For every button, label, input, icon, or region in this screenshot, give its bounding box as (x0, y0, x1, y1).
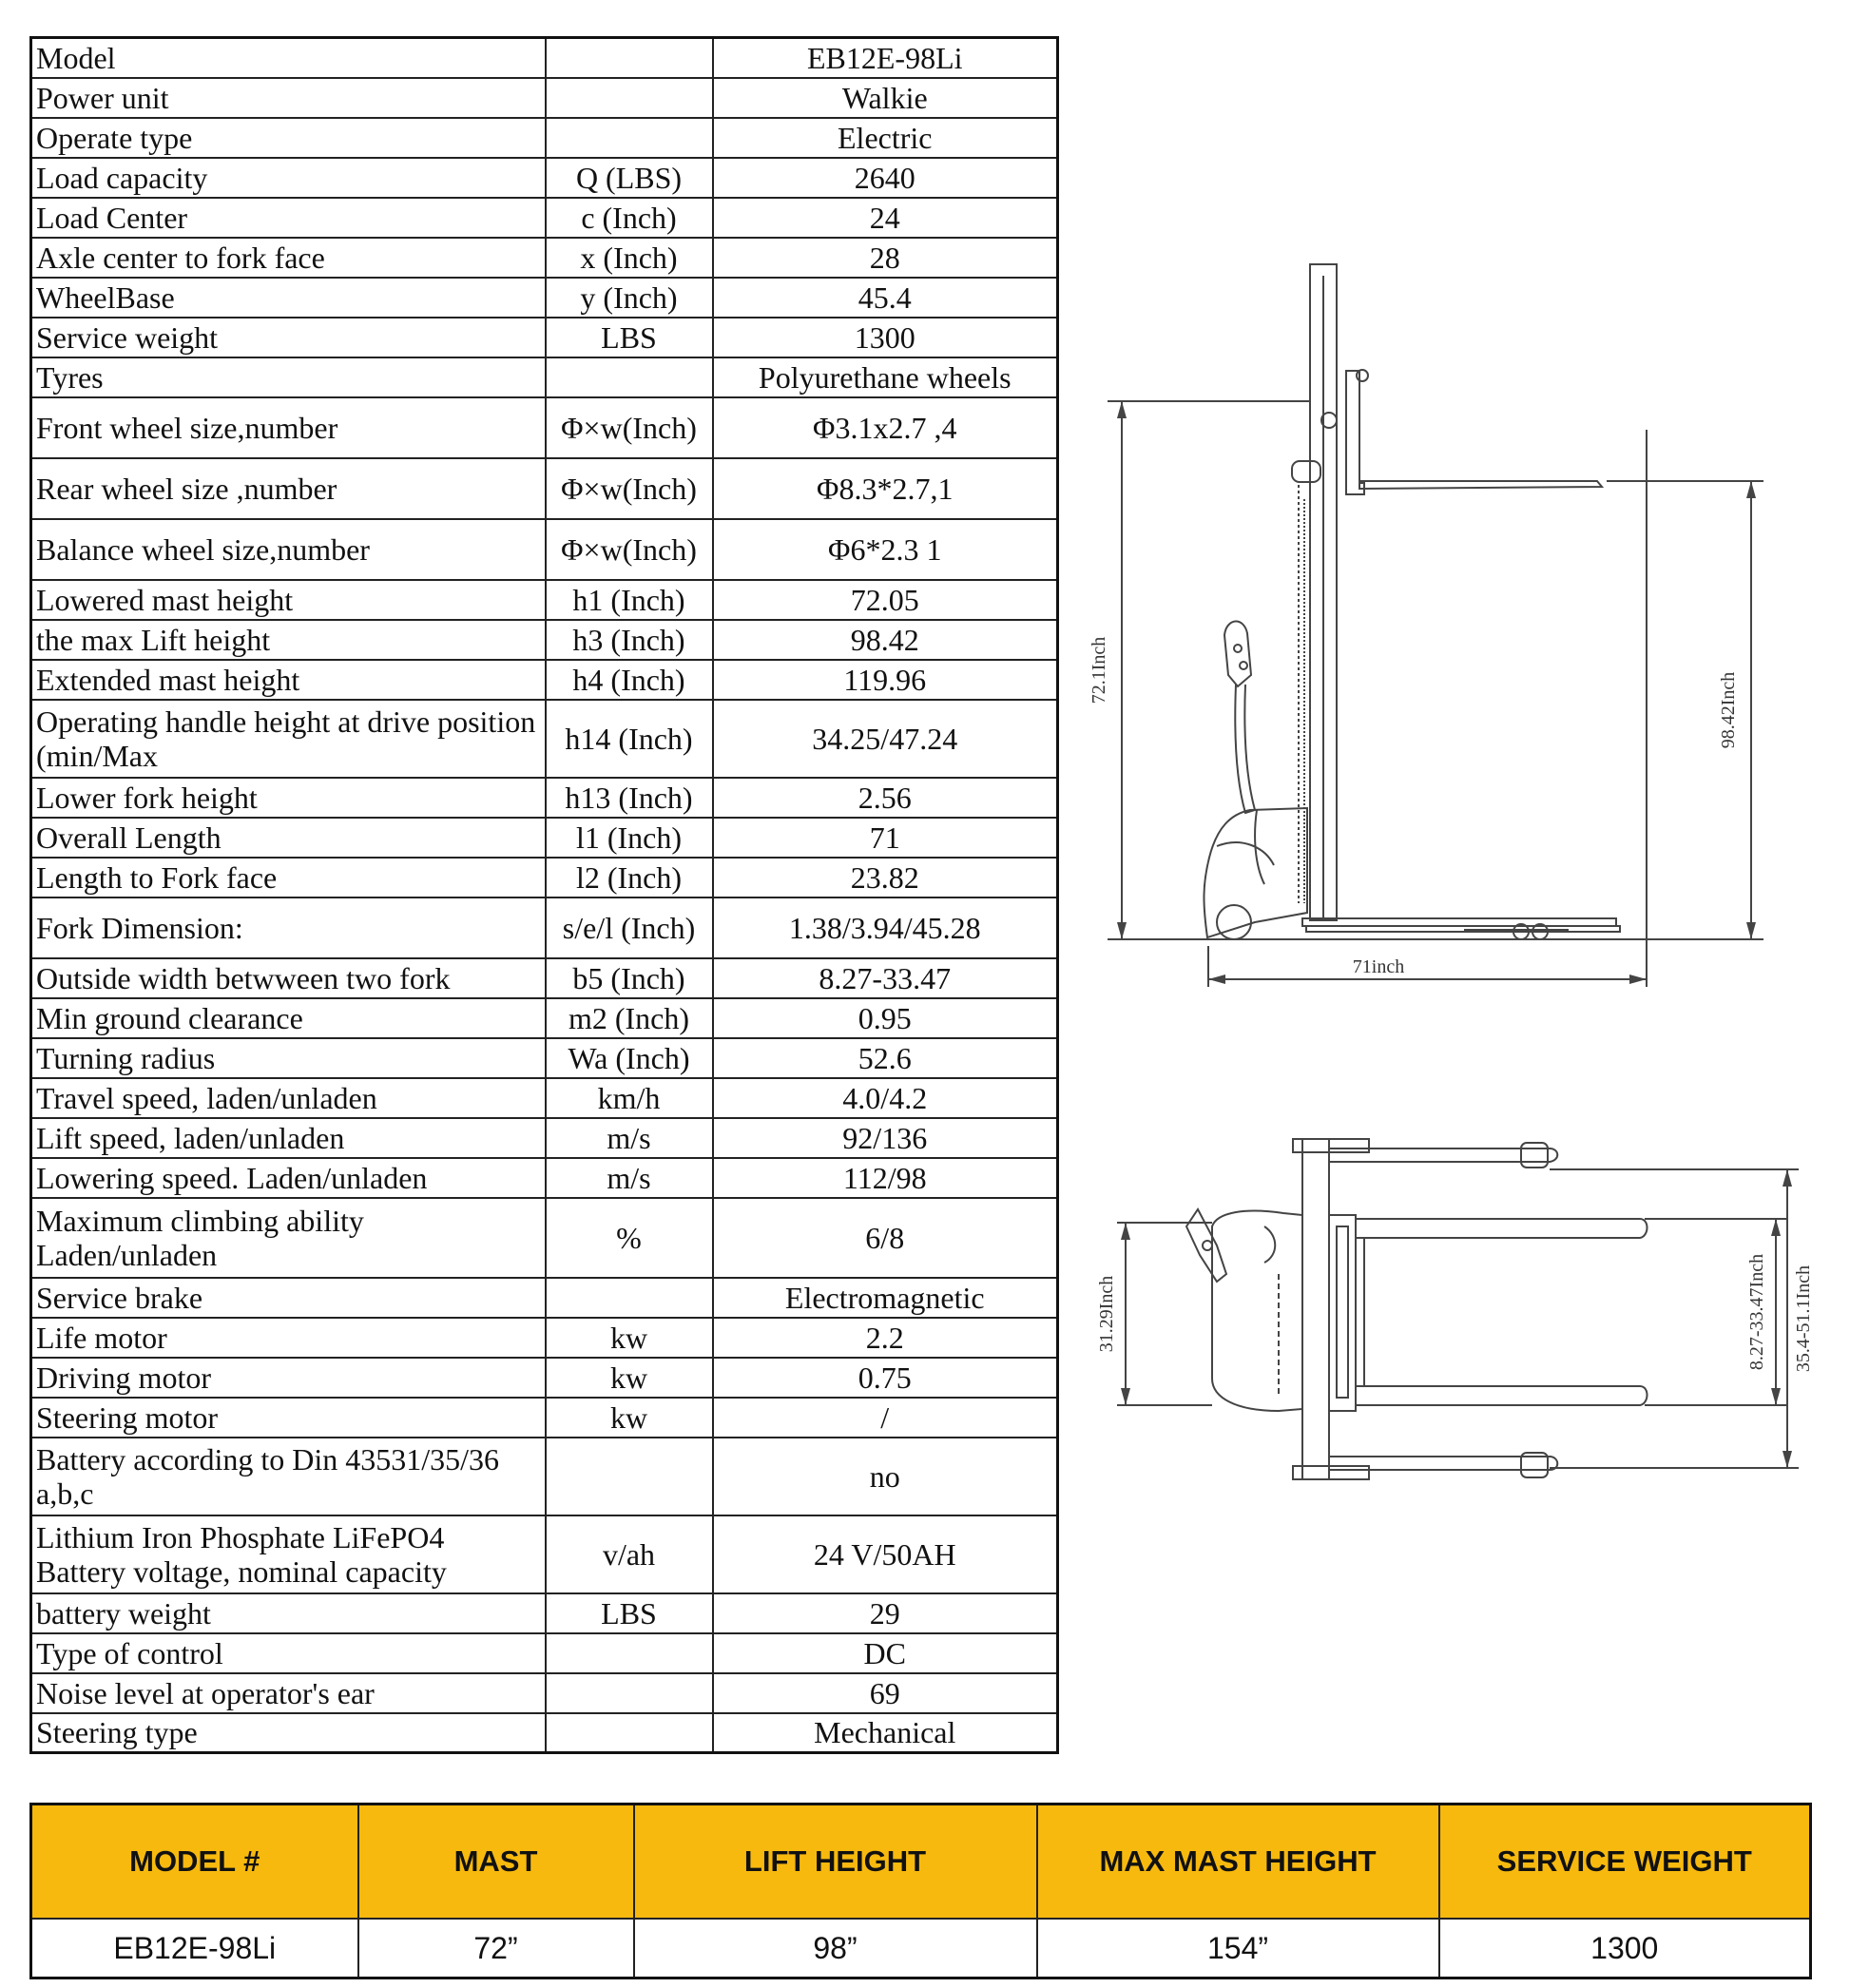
summary-header-max-mast-height: MAX MAST HEIGHT (1037, 1805, 1439, 1920)
power-unit-top (1212, 1211, 1302, 1411)
side-length-dimension: 71inch (1352, 956, 1405, 977)
spec-label: Fork Dimension: (31, 897, 546, 958)
spec-label: Front wheel size,number (31, 397, 546, 458)
top-overall-width-dimension: 35.4-51.1Inch (1793, 1264, 1814, 1373)
top-width-dimension: 31.29Inch (1096, 1275, 1117, 1353)
spec-row (31, 38, 1058, 78)
spec-unit (546, 1278, 713, 1318)
spec-value: Electric (713, 118, 1058, 158)
spec-row (31, 858, 1058, 897)
spec-label: Min ground clearance (31, 998, 546, 1038)
spec-label: Power unit (31, 78, 546, 118)
spec-unit: h4 (Inch) (546, 660, 713, 700)
spec-table (29, 36, 1059, 1754)
spec-unit (546, 118, 713, 158)
spec-unit: kw (546, 1398, 713, 1438)
spec-row (31, 897, 1058, 958)
spec-unit (546, 1438, 713, 1515)
spec-value: 71 (713, 818, 1058, 858)
spec-label: Balance wheel size,number (31, 519, 546, 580)
tiller-top (1186, 1209, 1226, 1282)
spec-value: 24 V/50AH (713, 1515, 1058, 1593)
spec-value: Polyurethane wheels (713, 357, 1058, 397)
side-view (1108, 264, 1763, 987)
summary-model: EB12E-98Li (31, 1919, 358, 1978)
spec-row (31, 1713, 1058, 1753)
spec-unit (546, 1633, 713, 1673)
spec-row (31, 118, 1058, 158)
spec-unit: % (546, 1198, 713, 1278)
summary-mast: 72” (358, 1919, 634, 1978)
spec-value: 23.82 (713, 858, 1058, 897)
spec-row (31, 357, 1058, 397)
spec-unit: Φ×w(Inch) (546, 397, 713, 458)
spec-row (31, 238, 1058, 278)
spec-value: 28 (713, 238, 1058, 278)
summary-max-mast-height: 154” (1037, 1919, 1439, 1978)
spec-value: Φ3.1x2.7 ,4 (713, 397, 1058, 458)
spec-unit: h14 (Inch) (546, 700, 713, 778)
spec-row (31, 700, 1058, 778)
spec-label: Lowering speed. Laden/unladen (31, 1158, 546, 1198)
summary-header-row (31, 1805, 1811, 1920)
spec-row (31, 278, 1058, 318)
spec-label: Noise level at operator's ear (31, 1673, 546, 1713)
drive-wheel (1217, 905, 1251, 939)
spec-unit: LBS (546, 1593, 713, 1633)
side-lift-dimension: 98.42Inch (1718, 671, 1739, 749)
spec-value: 119.96 (713, 660, 1058, 700)
spec-unit: m2 (Inch) (546, 998, 713, 1038)
spec-row (31, 1198, 1058, 1278)
spec-row (31, 1673, 1058, 1713)
spec-row (31, 1438, 1058, 1515)
spec-row (31, 1118, 1058, 1158)
fork-top (1356, 1219, 1648, 1238)
spec-label: Load capacity (31, 158, 546, 198)
spec-value: Φ8.3*2.7,1 (713, 458, 1058, 519)
spec-label: Travel speed, laden/unladen (31, 1078, 546, 1118)
spec-unit: kw (546, 1358, 713, 1398)
spec-value: / (713, 1398, 1058, 1438)
spec-label: Operate type (31, 118, 546, 158)
spec-unit: m/s (546, 1118, 713, 1158)
spec-label: Overall Length (31, 818, 546, 858)
spec-value: 1300 (713, 318, 1058, 357)
spec-value: no (713, 1438, 1058, 1515)
spec-value: 52.6 (713, 1038, 1058, 1078)
spec-label: Maximum climbing ability Laden/unladen (31, 1198, 546, 1278)
spec-value: 8.27-33.47 (713, 958, 1058, 998)
spec-value: 6/8 (713, 1198, 1058, 1278)
spec-label: Lift speed, laden/unladen (31, 1118, 546, 1158)
summary-header-service-weight: SERVICE WEIGHT (1439, 1805, 1811, 1920)
spec-row (31, 1278, 1058, 1318)
spec-value: 69 (713, 1673, 1058, 1713)
spec-value: Mechanical (713, 1713, 1058, 1753)
spec-table-body (31, 38, 1058, 1753)
stacker-technical-drawing (1074, 219, 1835, 1531)
spec-label: Life motor (31, 1318, 546, 1358)
spec-label: WheelBase (31, 278, 546, 318)
spec-value: 0.75 (713, 1358, 1058, 1398)
spec-label: the max Lift height (31, 620, 546, 660)
spec-value: 2.2 (713, 1318, 1058, 1358)
fork-bottom (1356, 1386, 1648, 1405)
spec-label: Service brake (31, 1278, 546, 1318)
spec-unit (546, 1673, 713, 1713)
spec-row (31, 580, 1058, 620)
spec-label: Tyres (31, 357, 546, 397)
spec-value: 24 (713, 198, 1058, 238)
spec-value: 72.05 (713, 580, 1058, 620)
spec-label: Type of control (31, 1633, 546, 1673)
spec-label: Battery according to Din 43531/35/36 a,b,c (31, 1438, 546, 1515)
spec-label: Length to Fork face (31, 858, 546, 897)
spec-row (31, 519, 1058, 580)
spec-label: Rear wheel size ,number (31, 458, 546, 519)
spec-value: 34.25/47.24 (713, 700, 1058, 778)
spec-value: 2.56 (713, 778, 1058, 818)
top-view (1117, 1139, 1799, 1479)
spec-unit: h13 (Inch) (546, 778, 713, 818)
leg-bottom (1329, 1457, 1557, 1470)
spec-value: 45.4 (713, 278, 1058, 318)
spec-unit (546, 38, 713, 78)
spec-unit: Q (LBS) (546, 158, 713, 198)
spec-value: 112/98 (713, 1158, 1058, 1198)
spec-unit: v/ah (546, 1515, 713, 1593)
spec-unit: y (Inch) (546, 278, 713, 318)
fork (1359, 481, 1602, 489)
spec-unit: x (Inch) (546, 238, 713, 278)
spec-unit (546, 1713, 713, 1753)
spec-unit (546, 357, 713, 397)
spec-unit: c (Inch) (546, 198, 713, 238)
spec-row (31, 620, 1058, 660)
summary-table (29, 1803, 1812, 1979)
spec-value: Walkie (713, 78, 1058, 118)
spec-label: Service weight (31, 318, 546, 357)
spec-row (31, 318, 1058, 357)
spec-value: 29 (713, 1593, 1058, 1633)
spec-row (31, 958, 1058, 998)
spec-value: 92/136 (713, 1118, 1058, 1158)
leg-top (1329, 1148, 1557, 1162)
spec-value: Electromagnetic (713, 1278, 1058, 1318)
summary-header-model: MODEL # (31, 1805, 358, 1920)
spec-row (31, 78, 1058, 118)
spec-unit (546, 78, 713, 118)
summary-service-weight: 1300 (1439, 1919, 1811, 1978)
spec-unit: Φ×w(Inch) (546, 519, 713, 580)
spec-row (31, 1158, 1058, 1198)
spec-label: Steering type (31, 1713, 546, 1753)
spec-row (31, 998, 1058, 1038)
spec-label: Steering motor (31, 1398, 546, 1438)
spec-label: Turning radius (31, 1038, 546, 1078)
summary-header-mast: MAST (358, 1805, 634, 1920)
summary-header-lift-height: LIFT HEIGHT (634, 1805, 1037, 1920)
tiller-head (1224, 621, 1251, 686)
spec-row (31, 198, 1058, 238)
spec-label: Axle center to fork face (31, 238, 546, 278)
spec-row (31, 778, 1058, 818)
top-fork-spread-dimension: 8.27-33.47Inch (1746, 1253, 1767, 1371)
spec-unit: h3 (Inch) (546, 620, 713, 660)
spec-row (31, 1078, 1058, 1118)
spec-label: Outside width betwween two fork (31, 958, 546, 998)
spec-label: Lithium Iron Phosphate LiFePO4 Battery voltage, nominal capacity (31, 1515, 546, 1593)
spec-value: 1.38/3.94/45.28 (713, 897, 1058, 958)
spec-value: 2640 (713, 158, 1058, 198)
spec-row (31, 458, 1058, 519)
spec-label: battery weight (31, 1593, 546, 1633)
fork-carriage (1346, 371, 1364, 494)
spec-unit: Wa (Inch) (546, 1038, 713, 1078)
spec-row (31, 1515, 1058, 1593)
side-height-dimension: 72.1Inch (1089, 636, 1109, 704)
spec-label: Driving motor (31, 1358, 546, 1398)
spec-unit: s/e/l (Inch) (546, 897, 713, 958)
spec-row (31, 1038, 1058, 1078)
spec-row (31, 1633, 1058, 1673)
spec-unit: b5 (Inch) (546, 958, 713, 998)
spec-value: 0.95 (713, 998, 1058, 1038)
spec-value: 4.0/4.2 (713, 1078, 1058, 1118)
spec-row (31, 1358, 1058, 1398)
spec-value: EB12E-98Li (713, 38, 1058, 78)
spec-row (31, 397, 1058, 458)
spec-row (31, 1398, 1058, 1438)
spec-value: Φ6*2.3 1 (713, 519, 1058, 580)
spec-row (31, 660, 1058, 700)
spec-row (31, 818, 1058, 858)
spec-unit: LBS (546, 318, 713, 357)
spec-label: Load Center (31, 198, 546, 238)
spec-unit: l1 (Inch) (546, 818, 713, 858)
summary-value-row (31, 1919, 1811, 1978)
spec-label: Model (31, 38, 546, 78)
spec-unit: kw (546, 1318, 713, 1358)
spec-label: Lowered mast height (31, 580, 546, 620)
spec-unit: h1 (Inch) (546, 580, 713, 620)
spec-label: Extended mast height (31, 660, 546, 700)
spec-row (31, 158, 1058, 198)
spec-unit: m/s (546, 1158, 713, 1198)
spec-unit: Φ×w(Inch) (546, 458, 713, 519)
spec-row (31, 1318, 1058, 1358)
spec-unit: km/h (546, 1078, 713, 1118)
spec-unit: l2 (Inch) (546, 858, 713, 897)
spec-value: DC (713, 1633, 1058, 1673)
spec-label: Lower fork height (31, 778, 546, 818)
spec-value: 98.42 (713, 620, 1058, 660)
spec-label: Operating handle height at drive position (min/Max (31, 700, 546, 778)
summary-lift-height: 98” (634, 1919, 1037, 1978)
spec-row (31, 1593, 1058, 1633)
